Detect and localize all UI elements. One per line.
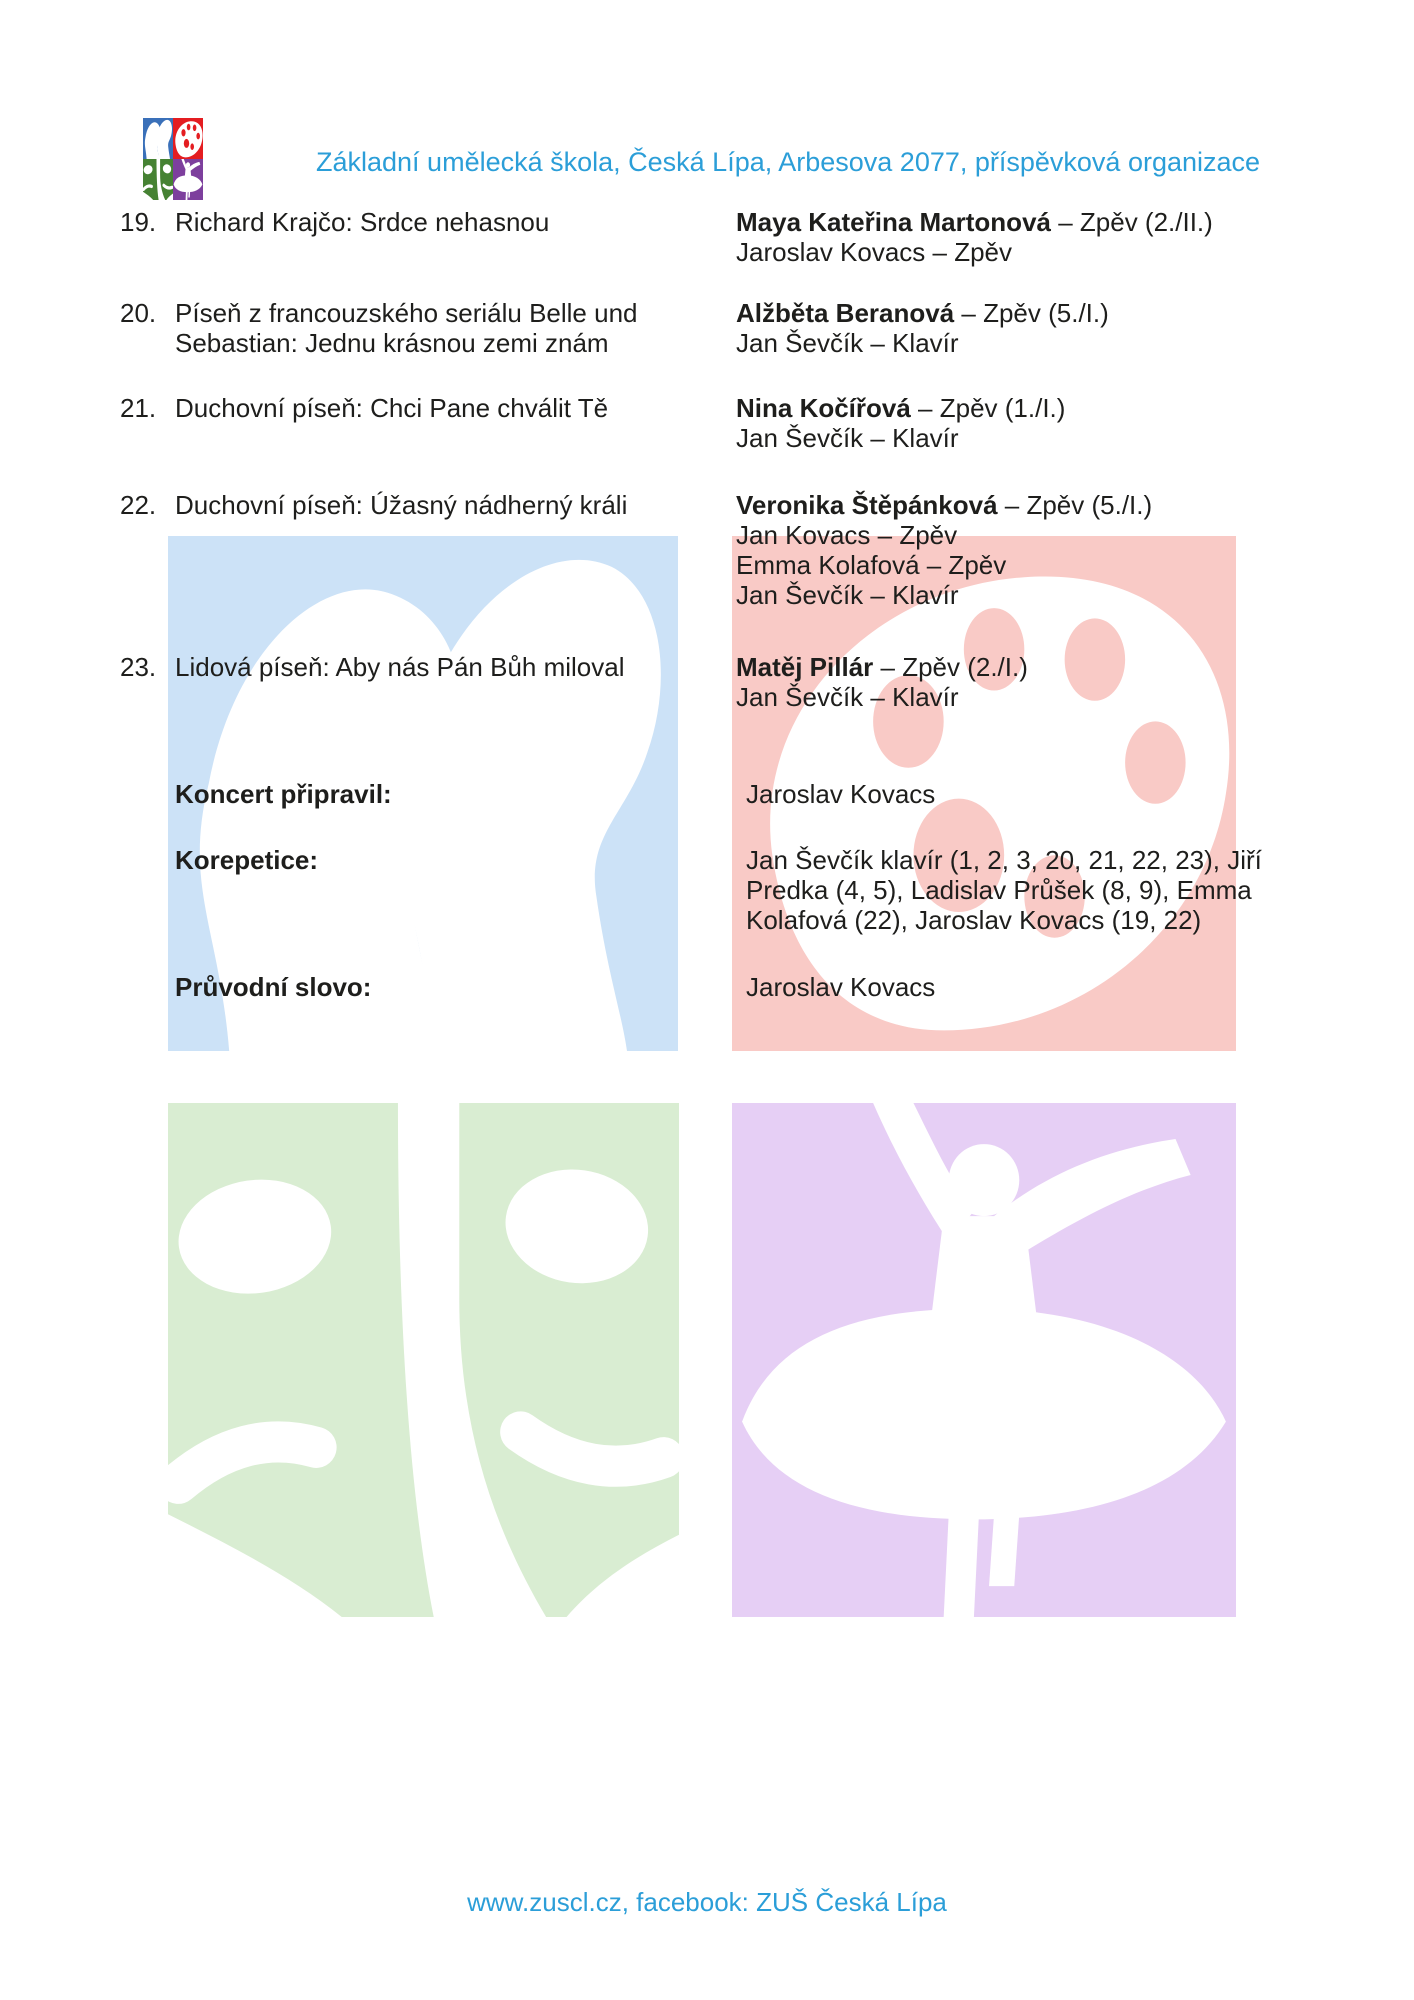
item-number: 22.	[120, 490, 157, 520]
item-number: 21.	[120, 393, 157, 423]
item-performers	[736, 652, 1256, 712]
performer-line: Alžběta Beranová – Zpěv (5./I.)	[736, 298, 1109, 328]
item-performers	[736, 393, 1256, 453]
ballerina-icon	[173, 159, 203, 200]
credit-value: Jan Ševčík klavír (1, 2, 3, 20, 21, 22, 23), Jiří Predka (4, 5), Ladislav Průšek (8, 9), Emma Kolafová (22), Jaroslav Kovacs (19, 22)	[746, 845, 1262, 935]
paint-palette-icon	[173, 118, 203, 159]
footer-web-line: www.zuscl.cz, facebook: ZUŠ Česká Lípa	[467, 1887, 947, 1917]
item-title: Píseň z francouzského seriálu Belle und Sebastian: Jednu krásnou zemi znám	[175, 298, 638, 358]
theater-masks-icon	[143, 159, 173, 200]
performer-line: Maya Kateřina Martonová – Zpěv (2./II.)	[736, 207, 1213, 237]
item-title: Duchovní píseň: Úžasný nádherný králi	[175, 490, 628, 520]
credit-value: Jaroslav Kovacs	[746, 972, 936, 1002]
item-performers	[736, 490, 1256, 610]
performer-line: Jaroslav Kovacs – Zpěv	[736, 237, 1013, 267]
item-title: Richard Krajčo: Srdce nehasnou	[175, 207, 550, 237]
decor-ballerina-image	[732, 1103, 1236, 1617]
item-performers	[736, 207, 1256, 267]
performer-line: Matěj Pillár – Zpěv (2./I.)	[736, 652, 1028, 682]
performer-line: Emma Kolafová – Zpěv	[736, 550, 1007, 580]
performer-line: Jan Ševčík – Klavír	[736, 580, 959, 610]
credit-value: Jaroslav Kovacs	[746, 779, 936, 809]
item-number: 19.	[120, 207, 157, 237]
performer-line: Veronika Štěpánková – Zpěv (5./I.)	[736, 490, 1153, 520]
decor-theater-masks-image	[168, 1103, 679, 1617]
performer-line: Nina Kočířová – Zpěv (1./I.)	[736, 393, 1066, 423]
item-performers	[736, 298, 1256, 358]
performer-line: Jan Ševčík – Klavír	[736, 423, 959, 453]
credit-label: Průvodní slovo:	[175, 972, 372, 1002]
item-title: Duchovní píseň: Chci Pane chválit Tě	[175, 393, 609, 423]
school-header-line: Základní umělecká škola, Česká Lípa, Arbesova 2077, příspěvková organizace	[316, 147, 1261, 177]
item-number: 23.	[120, 652, 157, 682]
performer-line: Jan Kovacs – Zpěv	[736, 520, 958, 550]
credit-label: Koncert připravil:	[175, 779, 392, 809]
music-figures-icon	[143, 118, 173, 159]
item-number: 20.	[120, 298, 157, 328]
credit-label: Korepetice:	[175, 845, 319, 875]
school-logo	[143, 118, 203, 200]
performer-line: Jan Ševčík – Klavír	[736, 682, 959, 712]
performer-line: Jan Ševčík – Klavír	[736, 328, 959, 358]
item-title: Lidová píseň: Aby nás Pán Bůh miloval	[175, 652, 625, 682]
